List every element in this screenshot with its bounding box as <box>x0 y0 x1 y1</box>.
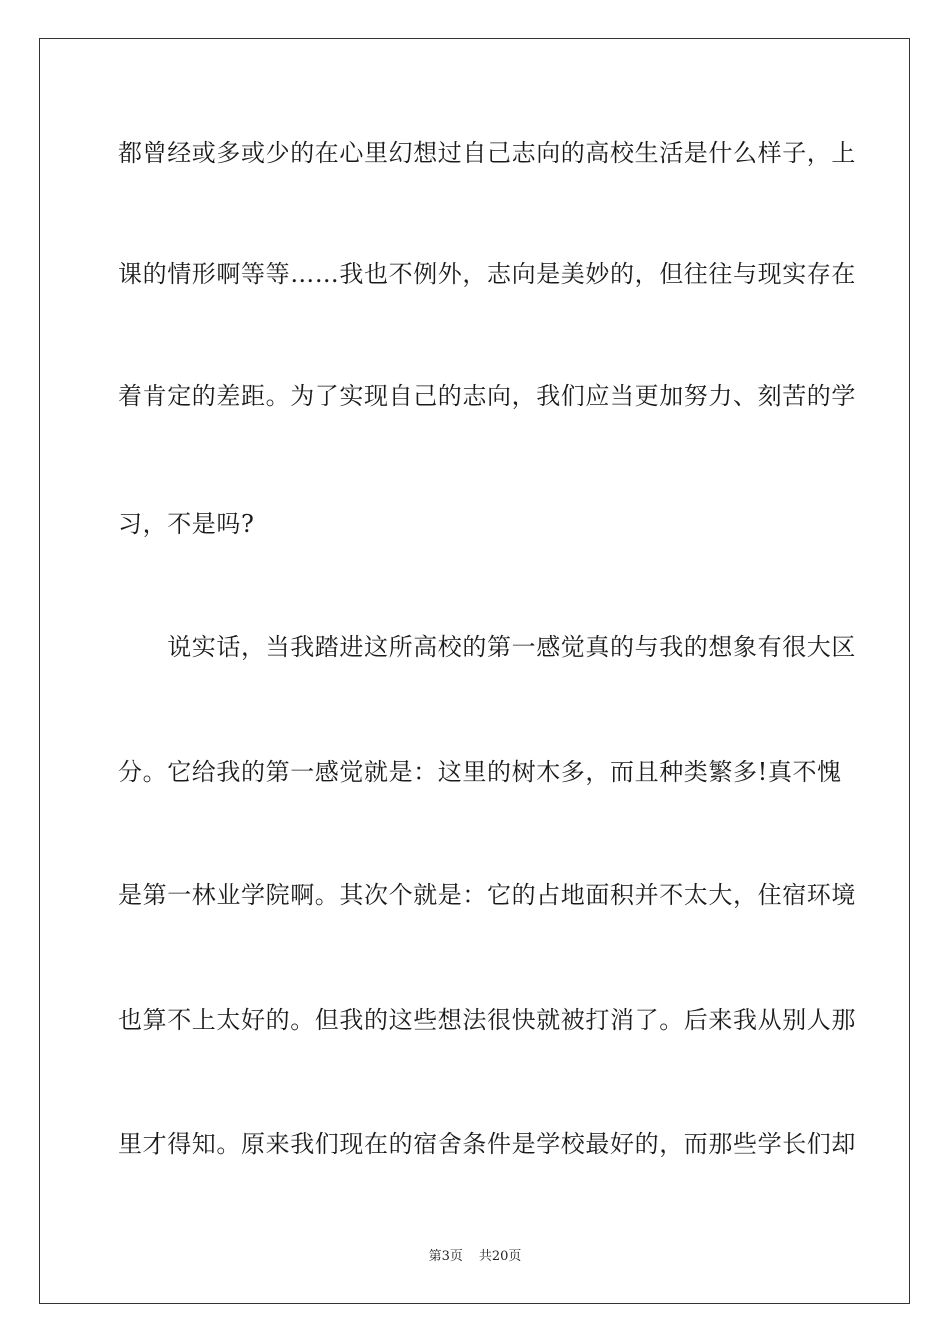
body-text-line-8: 也算不上太好的。但我的这些想法很快就被打消了。后来我从别人那 <box>118 1006 856 1034</box>
page-footer <box>0 1248 950 1266</box>
body-text-line-9: 里才得知。原来我们现在的宿舍条件是学校最好的，而那些学长们却 <box>118 1130 856 1158</box>
total-pages: 共20页 <box>478 1249 522 1264</box>
body-text-line-6: 分。它给我的第一感觉就是：这里的树木多，而且种类繁多!真不愧 <box>118 758 842 786</box>
body-text-line-1: 都曾经或多或少的在心里幻想过自己志向的高校生活是什么样子，上 <box>118 139 856 167</box>
page-border <box>39 38 910 1304</box>
body-text-line-3: 着肯定的差距。为了实现自己的志向，我们应当更加努力、刻苦的学 <box>118 382 856 410</box>
page-number: 第3页 <box>428 1249 463 1264</box>
body-text-line-4: 习，不是吗? <box>118 510 255 538</box>
body-text-line-2: 课的情形啊等等……我也不例外，志向是美妙的，但往往与现实存在 <box>118 260 856 288</box>
body-text-line-7: 是第一林业学院啊。其次个就是：它的占地面积并不太大，住宿环境 <box>118 881 856 909</box>
body-text-line-5: 说实话，当我踏进这所高校的第一感觉真的与我的想象有很大区 <box>118 633 856 661</box>
